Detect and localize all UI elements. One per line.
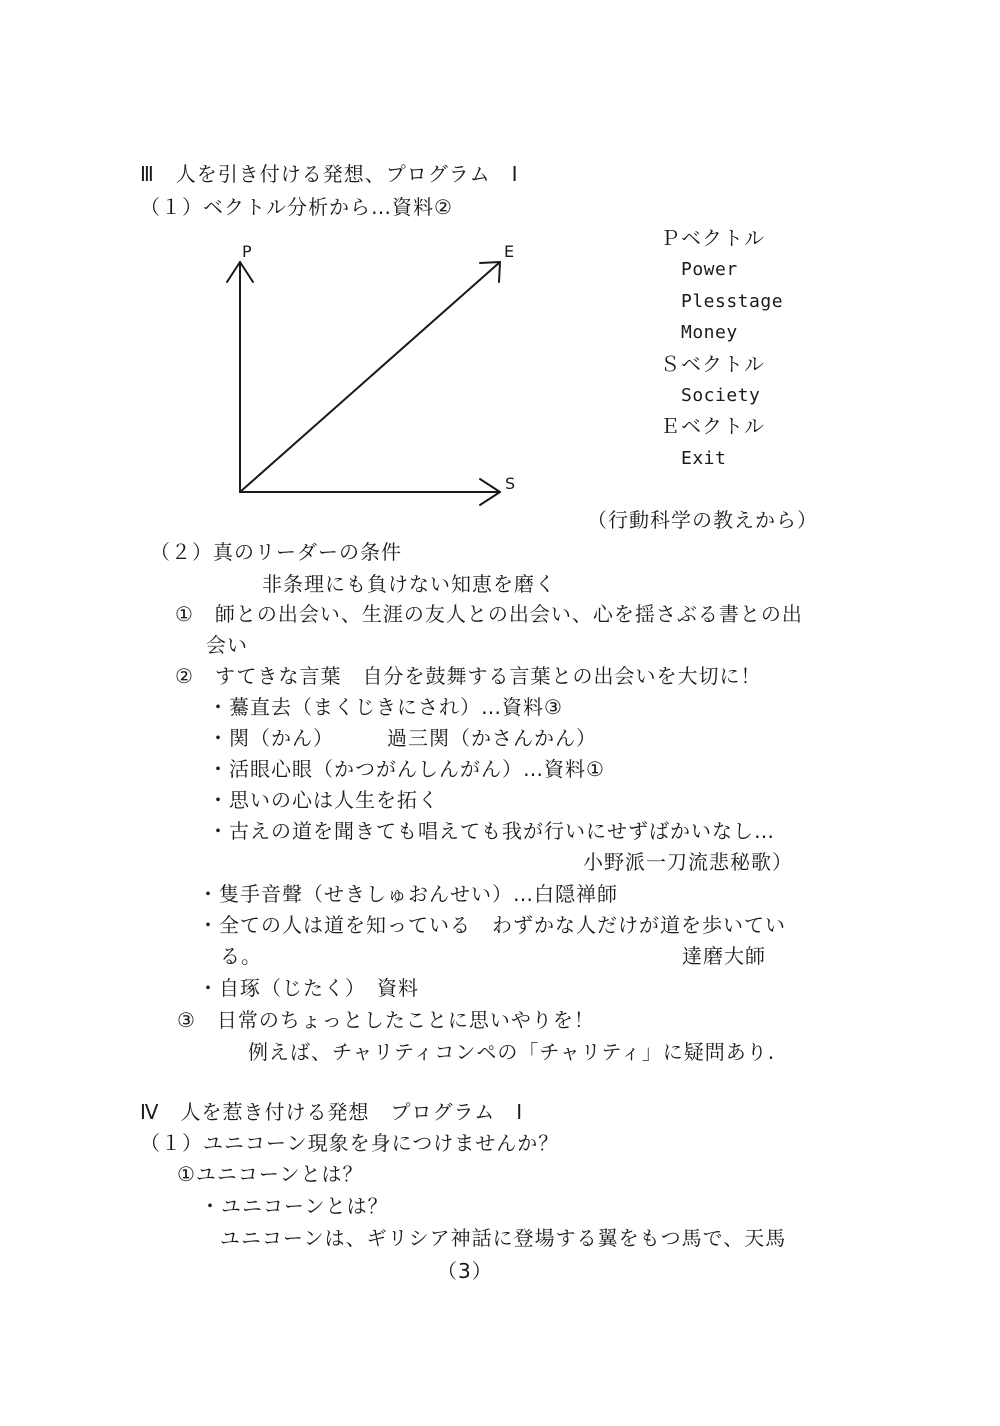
legend-p-item: Money [681, 322, 738, 343]
attribution-1: 小野派一刀流悲秘歌） [583, 850, 793, 874]
item-1-line-1: ① 師との出会い、生涯の友人との出会い、心を揺さぶる書との出 [175, 602, 803, 626]
attribution-2: 達磨大師 [682, 944, 766, 968]
wisdom-line: 非条理にも負けない知恵を磨く [262, 572, 556, 596]
bullet-item: ・古えの道を聞きても唱えても我が行いにせずばかいなし… [208, 819, 775, 843]
legend-p-item: Plesstage [681, 291, 784, 312]
section-3-subtitle-2: （２）真のリーダーの条件 [150, 540, 402, 564]
label-s: S [505, 474, 517, 493]
section-3-title: Ⅲ 人を引き付ける発想、プログラム Ⅰ [140, 162, 519, 186]
legend-s-head: Ｓベクトル [660, 352, 765, 376]
legend-e-head: Ｅベクトル [660, 414, 765, 438]
bullet-item: ・関（かん） 過三関（かさんかん） [208, 726, 597, 750]
section-3-subtitle-1: （１）ベクトル分析から…資料② [140, 195, 453, 219]
e-vector [240, 262, 500, 492]
item-1-line-2: 会い [206, 633, 248, 657]
label-e: E [504, 242, 516, 261]
bullet-item: ・隻手音聲（せきしゅおんせい）…白隠禅師 [198, 882, 618, 906]
bullet-item: ・ユニコーンとは？ [200, 1194, 389, 1218]
legend-p-item: Power [681, 259, 738, 280]
item-2: ② すてきな言葉 自分を鼓舞する言葉との出会いを大切に！ [175, 664, 762, 688]
question-1: ①ユニコーンとは？ [177, 1162, 364, 1186]
legend-s-item: Society [681, 385, 761, 406]
label-p: P [242, 242, 253, 261]
legend-e-item: Exit [681, 448, 727, 469]
body-text: ユニコーンは、ギリシア神話に登場する翼をもつ馬で、天馬 [220, 1226, 787, 1250]
page-number: （3） [437, 1259, 493, 1283]
item-3: ③ 日常のちょっとしたことに思いやりを！ [177, 1008, 595, 1032]
bullet-continuation: る。 [220, 944, 262, 968]
legend-p-head: Ｐベクトル [660, 226, 765, 250]
bullet-item: ・驀直去（まくじきにされ）…資料③ [208, 695, 563, 719]
bullet-item: ・思いの心は人生を拓く [208, 788, 439, 812]
bullet-item: ・活眼心眼（かつがんしんがん）…資料① [208, 757, 605, 781]
item-3-detail: 例えば、チャリティコンペの「チャリティ」に疑問あり. [248, 1040, 776, 1064]
source-note: （行動科学の教えから） [587, 508, 818, 532]
bullet-item: ・自琢（じたく） 資料 [198, 976, 419, 1000]
bullet-item: ・全ての人は道を知っている わずかな人だけが道を歩いてい [198, 913, 786, 937]
section-4-title: Ⅳ 人を惹き付ける発想 プログラム Ⅰ [140, 1100, 524, 1124]
section-4-subtitle-1: （１）ユニコーン現象を身につけませんか？ [140, 1131, 560, 1155]
